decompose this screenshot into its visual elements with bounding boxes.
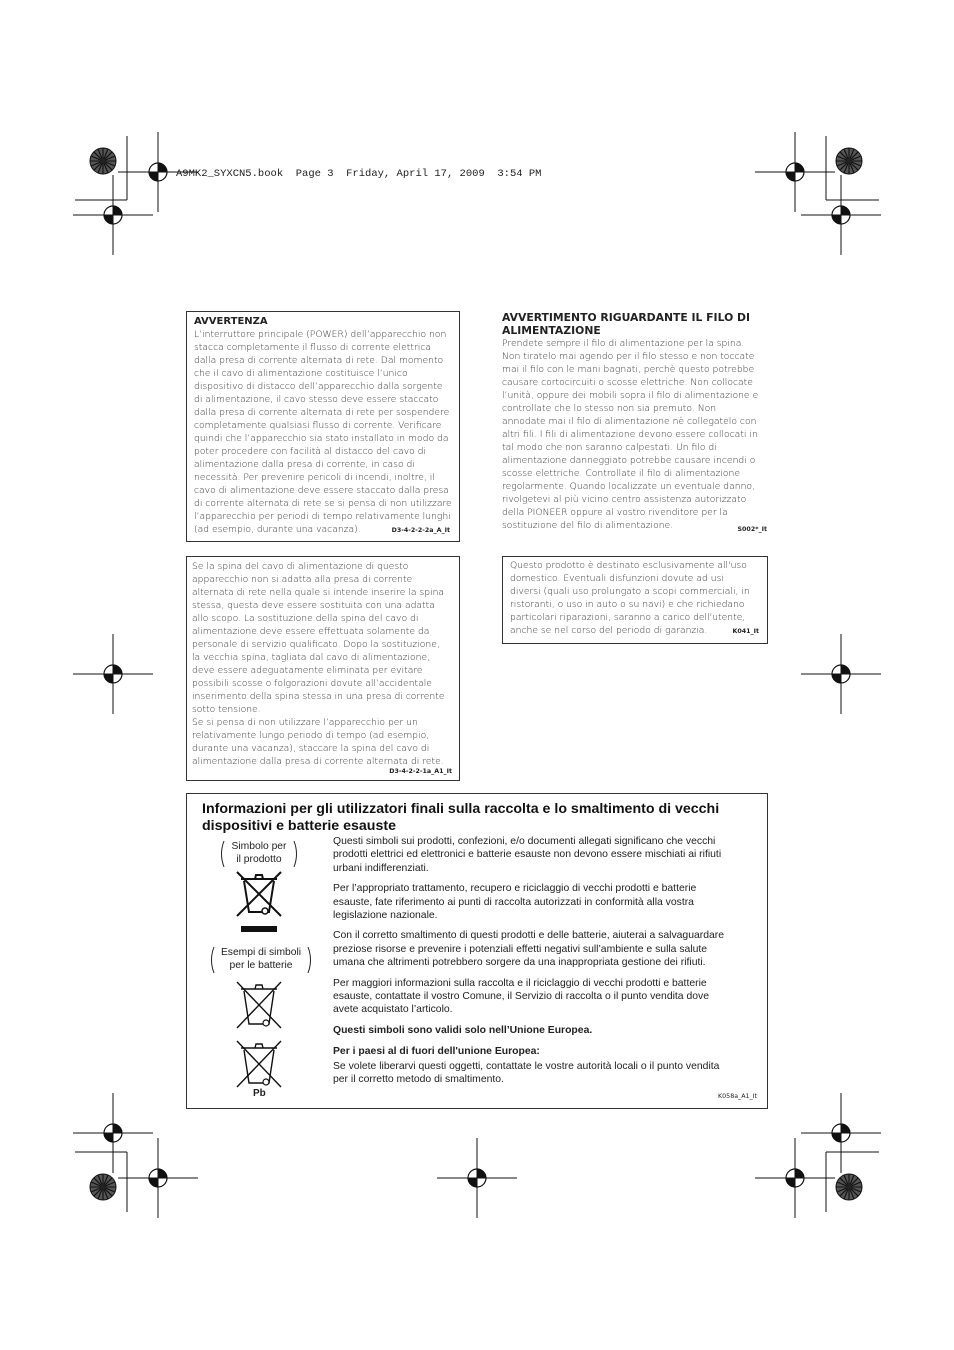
avvertenza-text: L’interruttore principale (POWER) dell’apparecchio non stacca completamente il flusso di corrente elettrica dalla presa di corrente alternata di rete. Dal momento che il cavo di alimentazione costituisce l’unico dispositivo di distacco dell’apparecchio dalla sorgente di alimentazione, il cavo stesso deve essere staccato dalla presa di corrente alternata di rete per sospendere completamente qualsiasi flusso di corrente. Verificare quindi che l’apparecchio sia stato installato in modo da poter procedere con facilità al distacco del cavo di alimentazione dalla presa di corrente, in caso di necessità. Per prevenire pericoli di incendi, inoltre, il cavo di alimentazione deve essere staccato dalla presa di corrente alternata di rete se si pensa di non utilizzare l’apparecchio per periodi di tempo relativamente lunghi (ad esempio, durante una vacanza). [194, 329, 452, 535]
crossed-bin-pb-icon [235, 1039, 283, 1089]
info-paragraph-2: Per l’appropriato trattamento, recupero e riciclaggio di vecchi prodotti e batterie esauste, fate riferimento ai punti di raccolta autorizzati in conformità alla vostra legislazione nazionale. [333, 883, 697, 922]
filo-code: S002*_It [737, 526, 767, 533]
avvertenza-title: AVVERTENZA [194, 316, 268, 327]
file-header: A9MK2_SYXCN5.book Page 3 Friday, April 17, 2009 3:54 PM [176, 168, 542, 180]
info-paragraph-non-eu: Se volete liberarvi questi oggetti, contattate le vostre autorità locali o il punto vendita per il corretto metodo di smaltimento. [333, 1060, 720, 1086]
avvertenza-box [186, 311, 460, 542]
info-code: K058a_A1_It [718, 1093, 757, 1100]
uso-box [502, 556, 768, 644]
info-title: Informazioni per gli utilizzatori finali sulla raccolta e lo smaltimento di vecchi dispositivi e batterie esauste [202, 801, 720, 834]
info-paragraph-1: Questi simboli sui prodotti, confezioni, e/o documenti allegati significano che vecchi prodotti elettrici ed elettronici e batterie esauste non devono essere mischiati ai rifiuti urbani indifferenziati. [333, 836, 722, 874]
info-non-eu-heading: Per i paesi al di fuori dell'unione Europea: [333, 1046, 540, 1058]
symbol-battery-label: Esempi di simboli per le batterie [209, 945, 313, 975]
filo-text: Prendete sempre il filo di alimentazione per la spina. Non tiratelo mai agendo per il filo stesso e non toccate mai il filo con le mani bagnati, perchè questo potrebbe causare cortocircuiti o scosse elettriche. Non collocate l’unità, oppure dei mobili sopra il filo di alimentazione e controllate che lo stesso non sia premuto. Non annodate mai il filo di alimentazione nè collegatelo con altri fili. I fili di alimentazione devono essere collocati in tal modo che non saranno calpestati. Un filo di alimentazione danneggiato potrebbe causare incendi o scosse elettriche. Controllate il filo di alimentazione regolarmente. Quando localizzate un eventuale danno, rivolgetevi al più vicino centro assistenza autorizzato della PIONEER oppure al vostro rivenditore per la sostituzione del filo di alimentazione. [502, 338, 759, 531]
info-box [186, 793, 768, 1109]
info-eu-note: Questi simboli sono validi solo nell’Unione Europea. [333, 1024, 593, 1036]
uso-code: K041_It [732, 628, 759, 635]
info-paragraph-4: Per maggiori informazioni sulla raccolta e il riciclaggio di vecchi prodotti e batterie esauste, contattate il vostro Comune, il Servizio di raccolta o il punto vendita dove avete acquistato l’articolo. [333, 977, 709, 1016]
spina-text: Se la spina del cavo di alimentazione di questo apparecchio non si adatta alla presa di corrente alternata di rete nella quale si intende inserire la spina stessa, questa deve essere sostituita con una adatta allo scopo. La sostituzione della spina del cavo di alimentazione deve essere effettuata solamente da personale di servizio qualificato. Dopo la sostituzione, la vecchia spina, tagliata dal cavo di alimentazione, deve essere adeguatamente eliminata per evitare possibili scosse o folgorazioni dovute all’accidentale inserimento della spina stessa in una presa di corrente sotto tensione. Se si pensa di non utilizzare l’apparecchio per un relativamente lungo periodo di tempo (ad esempio, durante una vacanza), staccare la spina del cavo di alimentazione dalla presa di corrente alternata di rete. [192, 561, 445, 767]
info-paragraph-3: Con il corretto smaltimento di questi prodotti e delle batterie, aiuterai a salvaguardare preziose risorse e prevenire i potenziali effetti negativi sull’ambiente e sulla salute umana che altrimenti potrebbero sorgere da una inappropriata gestione dei rifiuti. [333, 930, 725, 969]
symbol-product-label: Simbolo per il prodotto [219, 839, 299, 869]
crossed-bin-icon [235, 870, 283, 936]
avvertenza-code: D3-4-2-2-2a_A_It [391, 527, 450, 534]
spina-box [186, 556, 460, 781]
spina-code: D3-4-2-2-1a_A1_It [389, 768, 452, 775]
crossed-bin-battery-icon [235, 980, 283, 1030]
uso-text: Questo prodotto è destinato esclusivamente all'uso domestico. Eventuali disfunzioni dovute ad usi diversi (quali uso prolungato a scopi commerciali, in ristoranti, o uso in auto o su navi) e che richiedano particolari riparazioni, saranno a carico dell'utente, anche se nel corso del periodo di garanzia. [510, 560, 750, 636]
filo-title: AVVERTIMENTO RIGUARDANTE IL FILO DI ALIMENTAZIONE [502, 311, 750, 337]
pb-label: Pb [253, 1088, 266, 1099]
info-paragraphs [333, 835, 763, 1087]
filo-section [502, 311, 770, 537]
